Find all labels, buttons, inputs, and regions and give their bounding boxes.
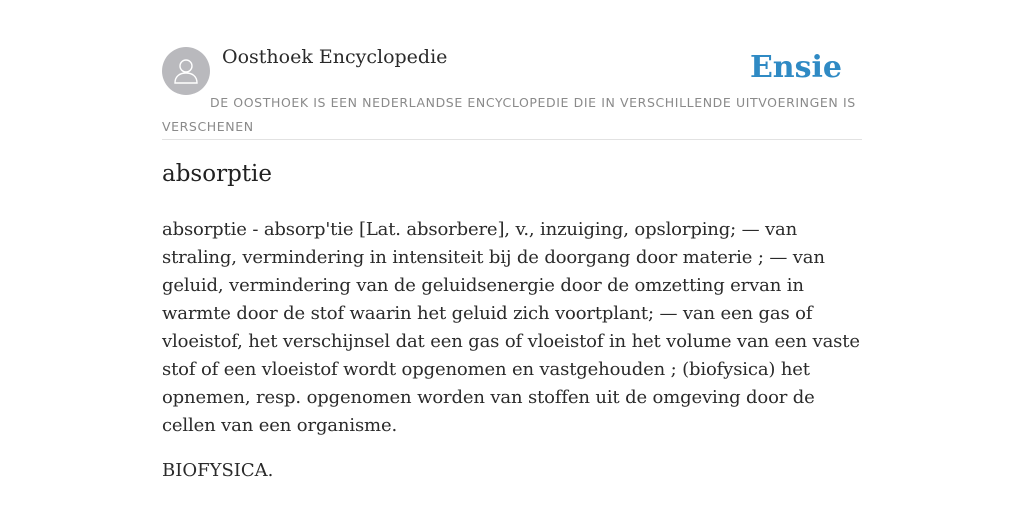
page-title: absorptie	[162, 161, 273, 187]
source-header	[162, 46, 862, 140]
avatar[interactable]	[162, 47, 210, 95]
entry-definition: absorptie - absorp'tie [Lat. absorbere], v., inzuiging, opslorping; — van straling, vermindering in intensiteit bij de doorgang door materie ; — van geluid, vermindering van de geluidsenergie door de omzetting ervan in warmte door de stof waarin het geluid zich voortplant; — van een gas of vloeistof, het verschijnsel dat een gas of vloeistof in het volume van een vaste stof of een vloeistof wordt opgenomen en vastgehouden ; (biofysica) het opnemen, resp. opgenomen worden van stoffen uit de omgeving door de cellen van een organisme.	[162, 219, 860, 436]
source-description: DE OOSTHOEK IS EEN NEDERLANDSE ENCYCLOPEDIE DIE IN VERSCHILLENDE UITVOERINGEN IS VERSCHENEN	[162, 95, 856, 134]
source-name[interactable]: Oosthoek Encyclopedie	[222, 46, 448, 68]
user-icon	[171, 56, 201, 86]
entry-category: BIOFYSICA.	[162, 460, 274, 481]
brand-logo[interactable]: Ensie	[749, 50, 842, 85]
